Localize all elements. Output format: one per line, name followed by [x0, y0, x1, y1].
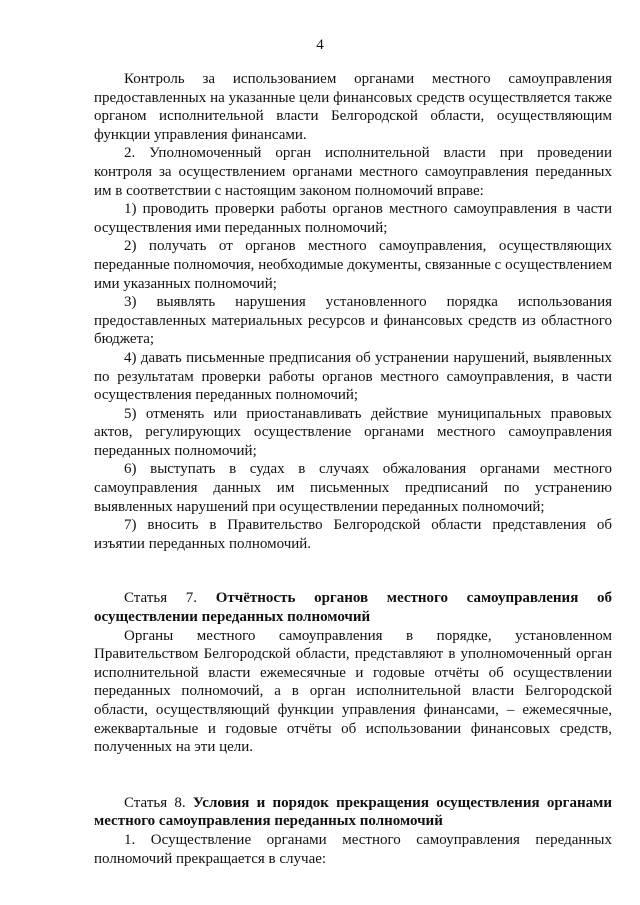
- list-item-4: 4) давать письменные предписания об устранении нарушений, выявленных по результатам проверки работы органов местного самоуправления, в части осуществления переданных полномочий;: [94, 349, 612, 404]
- paragraph-authorized-body-rights: 2. Уполномоченный орган исполнительной власти при проведении контроля за осуществлением органами местного самоуправления переданных им в соответствии с настоящим законом полномочий вправе:: [94, 145, 612, 199]
- article-8-heading: [94, 794, 612, 831]
- list-item-5: 5) отменять или приостанавливать действие муниципальных правовых актов, регулирующих осуществление органами местного самоуправления переданных полномочий;: [94, 405, 612, 459]
- article-8-label: Статья 8.: [124, 794, 186, 811]
- article-8: [94, 794, 612, 868]
- article-7-title: Отчётность органов местного самоуправления об осуществлении переданных полномочий: [94, 590, 612, 626]
- article-8-paragraph: 1. Осуществление органами местного самоуправления переданных полномочий прекращается в случае:: [94, 831, 612, 867]
- paragraph-finance-control: Контроль за использованием органами местного самоуправления предоставленных на указанные цели финансовых средств осуществляется также органом исполнительной власти Белгородской области, осуществляющим функции управления финансами.: [94, 71, 612, 143]
- document-body: [94, 70, 612, 868]
- list-item-3: 3) выявлять нарушения установленного порядка использования предоставленных материальных ресурсов и финансовых средств из областного бюджета;: [94, 294, 612, 348]
- list-item-1: 1) проводить проверки работы органов местного самоуправления в части осуществления ими переданных полномочий;: [94, 201, 612, 236]
- control-section: [94, 70, 612, 553]
- list-item-7: 7) вносить в Правительство Белгородской области представления об изъятии переданных полномочий.: [94, 517, 612, 552]
- list-item-2: 2) получать от органов местного самоуправления, осуществляющих переданные полномочия, необходимые документы, связанные с осуществлением ими указанных полномочий;: [94, 238, 612, 292]
- article-7: [94, 589, 612, 756]
- article-7-heading: [94, 589, 612, 626]
- article-8-title: Условия и порядок прекращения осуществления органами местного самоуправления переданных полномочий: [94, 794, 612, 830]
- list-item-6: 6) выступать в судах в случаях обжалования органами местного самоуправления данных им письменных предписаний по устранению выявленных нарушений при осуществлении переданных полномочий;: [94, 461, 612, 515]
- article-7-label: Статья 7.: [124, 590, 198, 607]
- page-number: 4: [316, 37, 324, 53]
- article-7-paragraph: Органы местного самоуправления в порядке, установленном Правительством Белгородской области, представляют в уполномоченный орган исполнительной власти ежемесячные и годовые отчёты об осуществлении переданных полномочий, а в орган исполнительной власти Белгородской области, осуществляющий функции управления финансами, – ежемесячные, ежеквартальные и годовые отчёты об использовании финансовых средств, полученных на эти цели.: [94, 627, 612, 756]
